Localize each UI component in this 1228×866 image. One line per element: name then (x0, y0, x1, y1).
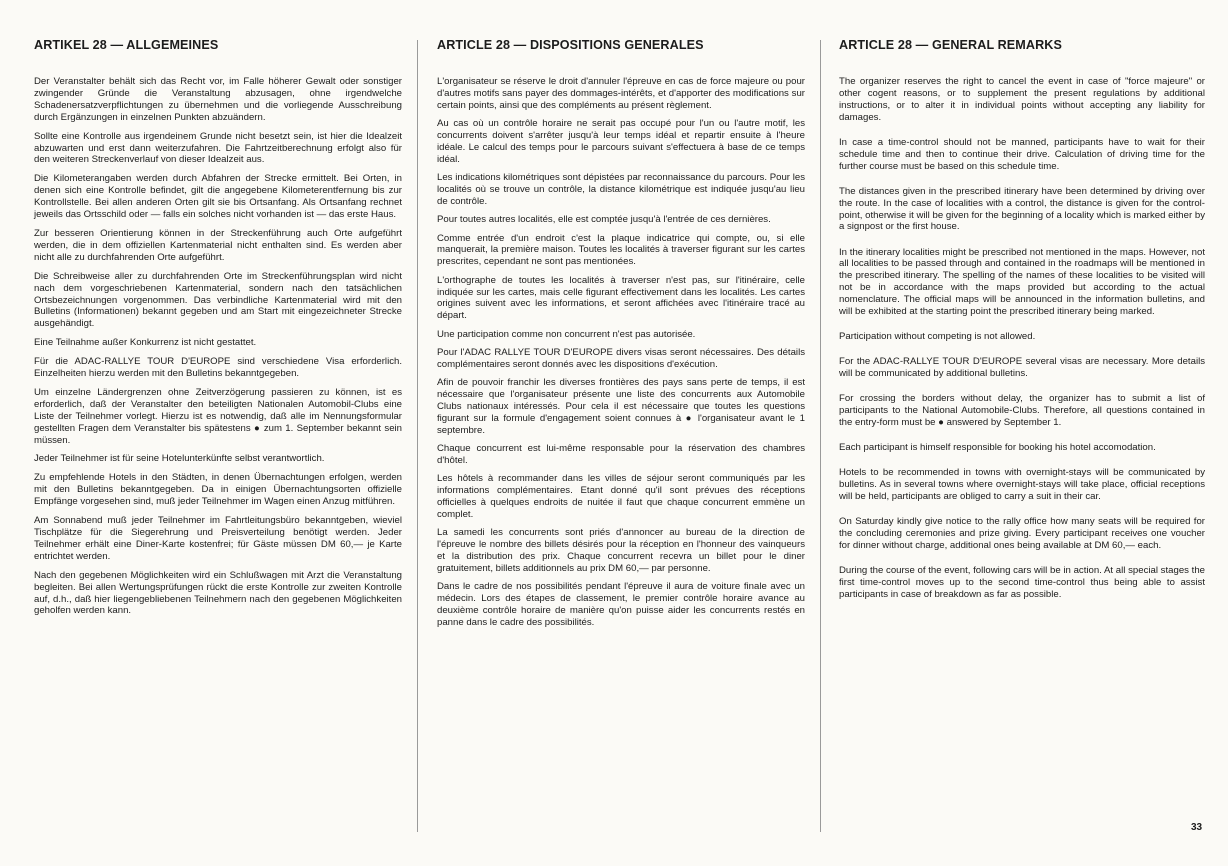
paragraph: Nach den gegebenen Möglichkeiten wird ein Schlußwagen mit Arzt die Veranstaltung begleiten. Bei allen Wertungsprüfungen rückt die erste Kontrolle zur zweiten Kontrolle auf, d.h., daß hier liegengebliebenen Teilnehmern nach den gegebenen Möglichkeiten geholfen werden kann. (34, 569, 402, 617)
column-french (437, 38, 805, 635)
paragraph: For the ADAC-RALLYE TOUR D'EUROPE several visas are necessary. More details will be communicated by additional bulletins. (839, 356, 1205, 380)
page-number: 33 (1191, 822, 1203, 833)
paragraph: Dans le cadre de nos possibilités pendant l'épreuve il aura de voiture finale avec un médecin. Lors des étapes de classement, le premier contrôle horaire avance au deuxième contrôle horaire de manière qu'on puisse aider les concurrents restés en panne dans le cadre des possibilités. (437, 581, 805, 629)
paragraph: Der Veranstalter behält sich das Recht vor, im Falle höherer Gewalt oder sonstiger zwingender Gründe die Veranstaltung abzusagen, ohne irgendwelche Schadenersatzverpflichtungen zu übernehmen und die vorliegende Ausschreibung durch Ergänzungen in einzelnen Punkten abzuändern. (34, 76, 402, 123)
paragraph: The distances given in the prescribed itinerary have been determined by driving over the route. In the case of localities with a control, the distance is given for the control-point, otherwise it will be given for the beginning of a locality which is marked either by a signpost or the first house. (839, 185, 1205, 233)
paragraph: Sollte eine Kontrolle aus irgendeinem Grunde nicht besetzt sein, ist hier die Idealzeit abzuwarten und erst dann weiterzufahren. Die Fahrtzeitberechnung erfolgt also für den weiteren Streckenverlauf von dieser Idealzeit aus. (34, 130, 402, 166)
paragraph: Um einzelne Ländergrenzen ohne Zeitverzögerung passieren zu können, ist es erforderlich, daß der Veranstalter den beteiligten Nationalen Automobil-Clubs eine Liste der Teilnehmer vorlegt. Hierzu ist es notwendig, daß alle im Nennungsformular gestellten Fragen dem Veranstalter bis spätestens ● zum 1. September bekannt sein müssen. (34, 386, 402, 446)
paragraph: Les indications kilométriques sont dépistées par reconnaissance du parcours. Pour les localités où se trouve un contrôle, la distance kilométrique est indiquée jusqu'au lieu de contrôle. (437, 172, 805, 207)
paragraph: The organizer reserves the right to cancel the event in case of "force majeure" or other cogent reasons, or to supplement the present regulations by additional instructions, or to alter it in individual points without accepting any liability for damages. (839, 76, 1205, 123)
column-english (839, 38, 1205, 614)
paragraph: Each participant is himself responsible for booking his hotel accomodation. (839, 442, 1156, 454)
paragraph: L'organisateur se réserve le droit d'annuler l'épreuve en cas de force majeure ou pour d'autres motifs sans payer des dommages-intérêts, et d'apporter des modifications sur certain points, ainsi que des compléments au présent règlement. (437, 76, 805, 111)
article-title-german: ARTIKEL 28 — ALLGEMEINES (34, 38, 219, 52)
paragraph: Les hôtels à recommander dans les villes de séjour seront communiqués par les informations complémentaires. Etant donné qu'il sont prévues des réceptions officielles à quelques endroits de nuitée il faut que chaque concurrent emmène un complet. (437, 473, 805, 520)
paragraph-list-german (34, 76, 402, 617)
paragraph-list-french (437, 76, 805, 629)
paragraph: Pour toutes autres localités, elle est comptée jusqu'à l'entrée de ces dernières. (437, 214, 771, 226)
paragraph: Jeder Teilnehmer ist für seine Hotelunterkünfte selbst verantwortlich. (34, 453, 325, 465)
paragraph: Pour l'ADAC RALLYE TOUR D'EUROPE divers visas seront nécessaires. Des détails complémentaires seront donnés avec les dispositions d'exécution. (437, 346, 805, 370)
paragraph: Zu empfehlende Hotels in den Städten, in denen Übernachtungen erfolgen, werden mit den Bulletins bekanntgegeben. Da in einigen Übernachtungsorten offizielle Empfänge vorgesehen sind, muß jeder Teilnehmer im Wagen einen Anzug mitführen. (34, 472, 402, 508)
paragraph: Participation without competing is not allowed. (839, 331, 1036, 343)
paragraph: In the itinerary localities might be prescribed not mentioned in the maps. However, not all localities to be passed through and contained in the roadmaps will be mentioned in the prescribed itinerary. The spelling of the names of these localities to be visited will not be in accordance with the maps provided but according to the actual nomenclature. The official maps will be announced in the information bulletins, and will be exhibited at the starting point the prescribed itinerary being marked. (839, 246, 1205, 318)
article-title-english: ARTICLE 28 — GENERAL REMARKS (839, 38, 1062, 52)
paragraph: Chaque concurrent est lui-même responsable pour la réservation des chambres d'hôtel. (437, 443, 805, 466)
paragraph: Zur besseren Orientierung können in der Streckenführung auch Orte aufgeführt werden, die in dem offiziellen Kartenmaterial nicht enthalten sind. Es werden aber nicht alle zu durchfahrenden Orte aufgeführt. (34, 227, 402, 263)
paragraph: Die Schreibweise aller zu durchfahrenden Orte im Streckenführungsplan wird nicht nach dem vorgeschriebenen Kartenmaterial, sondern nach den tatsächlichen Ortsbezeichnungen vorgenommen. Das verbindliche Kartenmaterial wird mit den Bulletins (Informationen) bekannt gegeben und am Start mit eingezeichneter Strecke ausgehändigt. (34, 270, 402, 330)
paragraph: Am Sonnabend muß jeder Teilnehmer im Fahrtleitungsbüro bekanntgeben, wieviel Tischplätze für die Siegerehrung und Preisverteilung benötigt werden. Jeder Teilnehmer erhält eine Diner-Karte kostenfrei; für Gäste müssen DM 60,— je Karte entrichtet werden. (34, 515, 402, 562)
paragraph: Eine Teilnahme außer Konkurrenz ist nicht gestattet. (34, 337, 257, 349)
paragraph: Die Kilometerangaben werden durch Abfahren der Strecke ermittelt. Bei Orten, in denen sich eine Kontrolle befindet, gilt die angegebene Kilometerentfernung bis zur Kontrollstelle. Bei allen anderen Orten gilt sie bis Ortsanfang. Als Ortsanfang rechnet jeweils das Ortsschild oder — falls ein solches nicht vorhanden ist — das erste Haus. (34, 173, 402, 221)
paragraph: On Saturday kindly give notice to the rally office how many seats will be required for the concluding ceremonies and prize giving. Every participant receives one voucher for dinner without charge, additional ones being available at DM 60,— each. (839, 516, 1205, 551)
paragraph: Une participation comme non concurrent n'est pas autorisée. (437, 328, 696, 340)
paragraph-list-english (839, 76, 1205, 601)
paragraph: For crossing the borders without delay, the organizer has to submit a list of participants to the National Automobile-Clubs. Therefore, all questions contained in the entry-form must be ● answered by September 1. (839, 393, 1205, 429)
column-divider (820, 40, 821, 832)
paragraph: L'orthographe de toutes les localités à traverser n'est pas, sur l'itinéraire, celle indiquée sur les cartes, mais celle figurant effectivement dans les localités. Les cartes origines suivent avec les informations, et seront affichées avec l'itinéraire tracé au départ. (437, 274, 805, 322)
paragraph: Für die ADAC-RALLYE TOUR D'EUROPE sind verschiedene Visa erforderlich. Einzelheiten hierzu werden mit den Bulletins bekanntgegeben. (34, 356, 402, 380)
paragraph: In case a time-control should not be manned, participants have to wait for their schedule time and then to continue their drive. Calculation of driving time for the further course must be based on this schedule time. (839, 136, 1205, 172)
column-german (34, 38, 402, 624)
article-title-french: ARTICLE 28 — DISPOSITIONS GENERALES (437, 38, 704, 52)
paragraph: Hotels to be recommended in towns with overnight-stays will be communicated by bulletins. As in several towns where overnight-stays will take place, official receptions will be held, participants are obliged to carry a suit in their car. (839, 467, 1205, 503)
paragraph: During the course of the event, following cars will be in action. At all special stages the first time-control moves up to the second time-control thus being able to assist participants in case of breakdown as far as possible. (839, 565, 1205, 600)
paragraph: Au cas où un contrôle horaire ne serait pas occupé pour l'un ou l'autre motif, les concurrents doivent s'arrêter jusqu'à leur temps idéal et repartir ensuite à l'heure idéale. Le calcul des temps pour le parcours suivant s'effectuera à base de ce temps idéal. (437, 118, 805, 165)
paragraph: Comme entrée d'un endroit c'est la plaque indicatrice qui compte, ou, si elle manquerait, la première maison. Toutes les localités à traverser figurant sur les cartes prescrites, cependant ne sont pas mentionées. (437, 232, 805, 268)
paragraph: Afin de pouvoir franchir les diverses frontières des pays sans perte de temps, il est nécessaire que l'organisateur présente une liste des concurrents aux Automobile Clubs nationaux intéressés. Pour cela il est nécessaire que toutes les questions figurant sur la formule d'engagement soient connues à ● l'organisateur avant le 1 septembre. (437, 377, 805, 436)
column-divider (417, 40, 418, 832)
paragraph: La samedi les concurrents sont priés d'annoncer au bureau de la direction de l'épreuve le nombre des billets désirés pour la réception en l'honneur des vainqueurs et la distribution des prix. Chaque concurrent recevra un billet pour le diner gratuitement, billets additionnels au prix DM 60,— par personne. (437, 527, 805, 575)
